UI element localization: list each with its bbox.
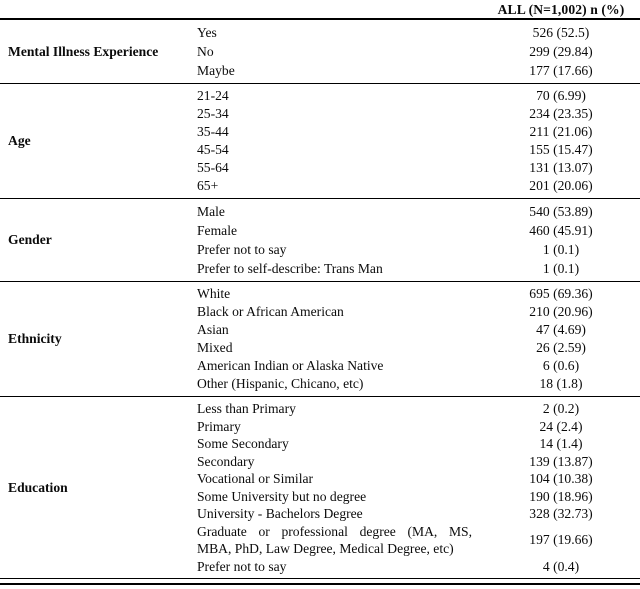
table-row	[197, 321, 640, 339]
table-row	[197, 339, 640, 357]
header-spacer	[0, 2, 482, 17]
row-value: 4 (0.4)	[542, 558, 580, 574]
table-row	[197, 105, 640, 123]
section-age	[0, 83, 640, 198]
row-value: 155 (15.47)	[529, 142, 593, 157]
table-row	[197, 285, 640, 303]
row-label-line: MBA, PhD, Law Degree, Medical Degree, etc)	[197, 541, 454, 556]
section-ethnicity	[0, 281, 640, 396]
row-label: Maybe	[197, 63, 235, 78]
row-value: 1 (0.1)	[542, 242, 580, 257]
row-value: 201 (20.06)	[529, 178, 593, 193]
section-rows	[197, 87, 640, 195]
table-row	[197, 159, 640, 177]
row-value: 104 (10.38)	[529, 471, 593, 486]
table-row	[197, 375, 640, 393]
table-row	[197, 523, 640, 558]
column-header-all: ALL (N=1,002) n (%)	[497, 2, 625, 17]
row-value: 695 (69.36)	[529, 286, 593, 301]
category-label: Mental Illness Experience	[8, 43, 159, 59]
row-value: 540 (53.89)	[529, 204, 593, 219]
row-label: White	[197, 286, 231, 301]
row-value: 197 (19.66)	[529, 532, 593, 548]
row-value: 24 (2.4)	[539, 418, 583, 434]
row-label: Prefer not to say	[197, 242, 287, 257]
row-label: Some University but no degree	[197, 488, 367, 504]
section-gender	[0, 198, 640, 281]
row-label: 25-34	[197, 106, 229, 121]
row-label: No	[197, 44, 214, 59]
row-value: 26 (2.59)	[536, 340, 586, 355]
row-value: 460 (45.91)	[529, 223, 593, 238]
row-label: Some Secondary	[197, 436, 289, 451]
bottom-rule	[0, 578, 640, 585]
section-education	[0, 396, 640, 578]
table-row	[197, 558, 640, 576]
row-label: University - Bachelors Degree	[197, 506, 363, 521]
table-body	[0, 20, 640, 578]
row-value: 299 (29.84)	[529, 44, 593, 59]
category-label: Age	[8, 133, 31, 148]
category-label: Ethnicity	[8, 331, 62, 346]
row-value: 14 (1.4)	[539, 436, 583, 451]
row-label: 65+	[197, 178, 219, 193]
table-row	[197, 61, 640, 80]
row-label: Mixed	[197, 340, 233, 355]
row-value: 234 (23.35)	[529, 106, 593, 121]
table-row	[197, 123, 640, 141]
category-label: Education	[8, 479, 68, 495]
row-label: Asian	[197, 322, 229, 337]
row-value: 2 (0.2)	[542, 401, 580, 416]
table-row	[197, 202, 640, 221]
row-label: Black or African American	[197, 304, 344, 319]
table-row	[197, 259, 640, 278]
row-label: 55-64	[197, 160, 229, 175]
section-rows	[197, 202, 640, 278]
row-label: American Indian or Alaska Native	[197, 358, 384, 373]
table-row	[197, 357, 640, 375]
row-value: 190 (18.96)	[529, 488, 593, 504]
row-value: 18 (1.8)	[539, 376, 583, 391]
table-row	[197, 453, 640, 471]
table-row	[197, 418, 640, 436]
row-label: Prefer to self-describe: Trans Man	[197, 261, 383, 276]
row-label	[197, 523, 482, 558]
row-label-line: Graduate or professional degree (MA, MS,	[197, 523, 472, 539]
row-label: Secondary	[197, 453, 255, 469]
row-label: Less than Primary	[197, 401, 296, 416]
section-mental-illness-experience	[0, 20, 640, 83]
row-value: 139 (13.87)	[529, 453, 593, 469]
row-label: Male	[197, 204, 225, 219]
row-value: 47 (4.69)	[536, 322, 586, 337]
section-rows	[197, 23, 640, 80]
table-row	[197, 470, 640, 488]
table-row	[197, 303, 640, 321]
row-label: Primary	[197, 418, 241, 434]
row-value: 70 (6.99)	[536, 88, 586, 103]
table-row	[197, 42, 640, 61]
category-label: Gender	[8, 232, 52, 247]
table-row	[197, 400, 640, 418]
section-rows	[197, 400, 640, 575]
table-row	[197, 87, 640, 105]
table-row	[197, 435, 640, 453]
row-value: 6 (0.6)	[542, 358, 580, 373]
row-label: 45-54	[197, 142, 229, 157]
row-value: 1 (0.1)	[542, 261, 580, 276]
row-label: Yes	[197, 25, 217, 40]
row-value: 210 (20.96)	[529, 304, 593, 319]
row-label: Other (Hispanic, Chicano, etc)	[197, 376, 364, 391]
table-row	[197, 221, 640, 240]
row-label: Vocational or Similar	[197, 471, 314, 486]
table-row	[197, 240, 640, 259]
row-label: Female	[197, 223, 238, 238]
section-rows	[197, 285, 640, 393]
row-value: 526 (52.5)	[532, 25, 590, 40]
row-value: 328 (32.73)	[529, 506, 593, 521]
row-value: 131 (13.07)	[529, 160, 593, 175]
table-header-row	[0, 0, 640, 20]
row-value: 177 (17.66)	[529, 63, 593, 78]
table-row	[197, 488, 640, 506]
row-label: 35-44	[197, 124, 229, 139]
row-label: 21-24	[197, 88, 229, 103]
table-row	[197, 141, 640, 159]
table-row	[197, 505, 640, 523]
table-row	[197, 177, 640, 195]
table-row	[197, 23, 640, 42]
row-value: 211 (21.06)	[529, 124, 593, 139]
row-label: Prefer not to say	[197, 558, 287, 574]
